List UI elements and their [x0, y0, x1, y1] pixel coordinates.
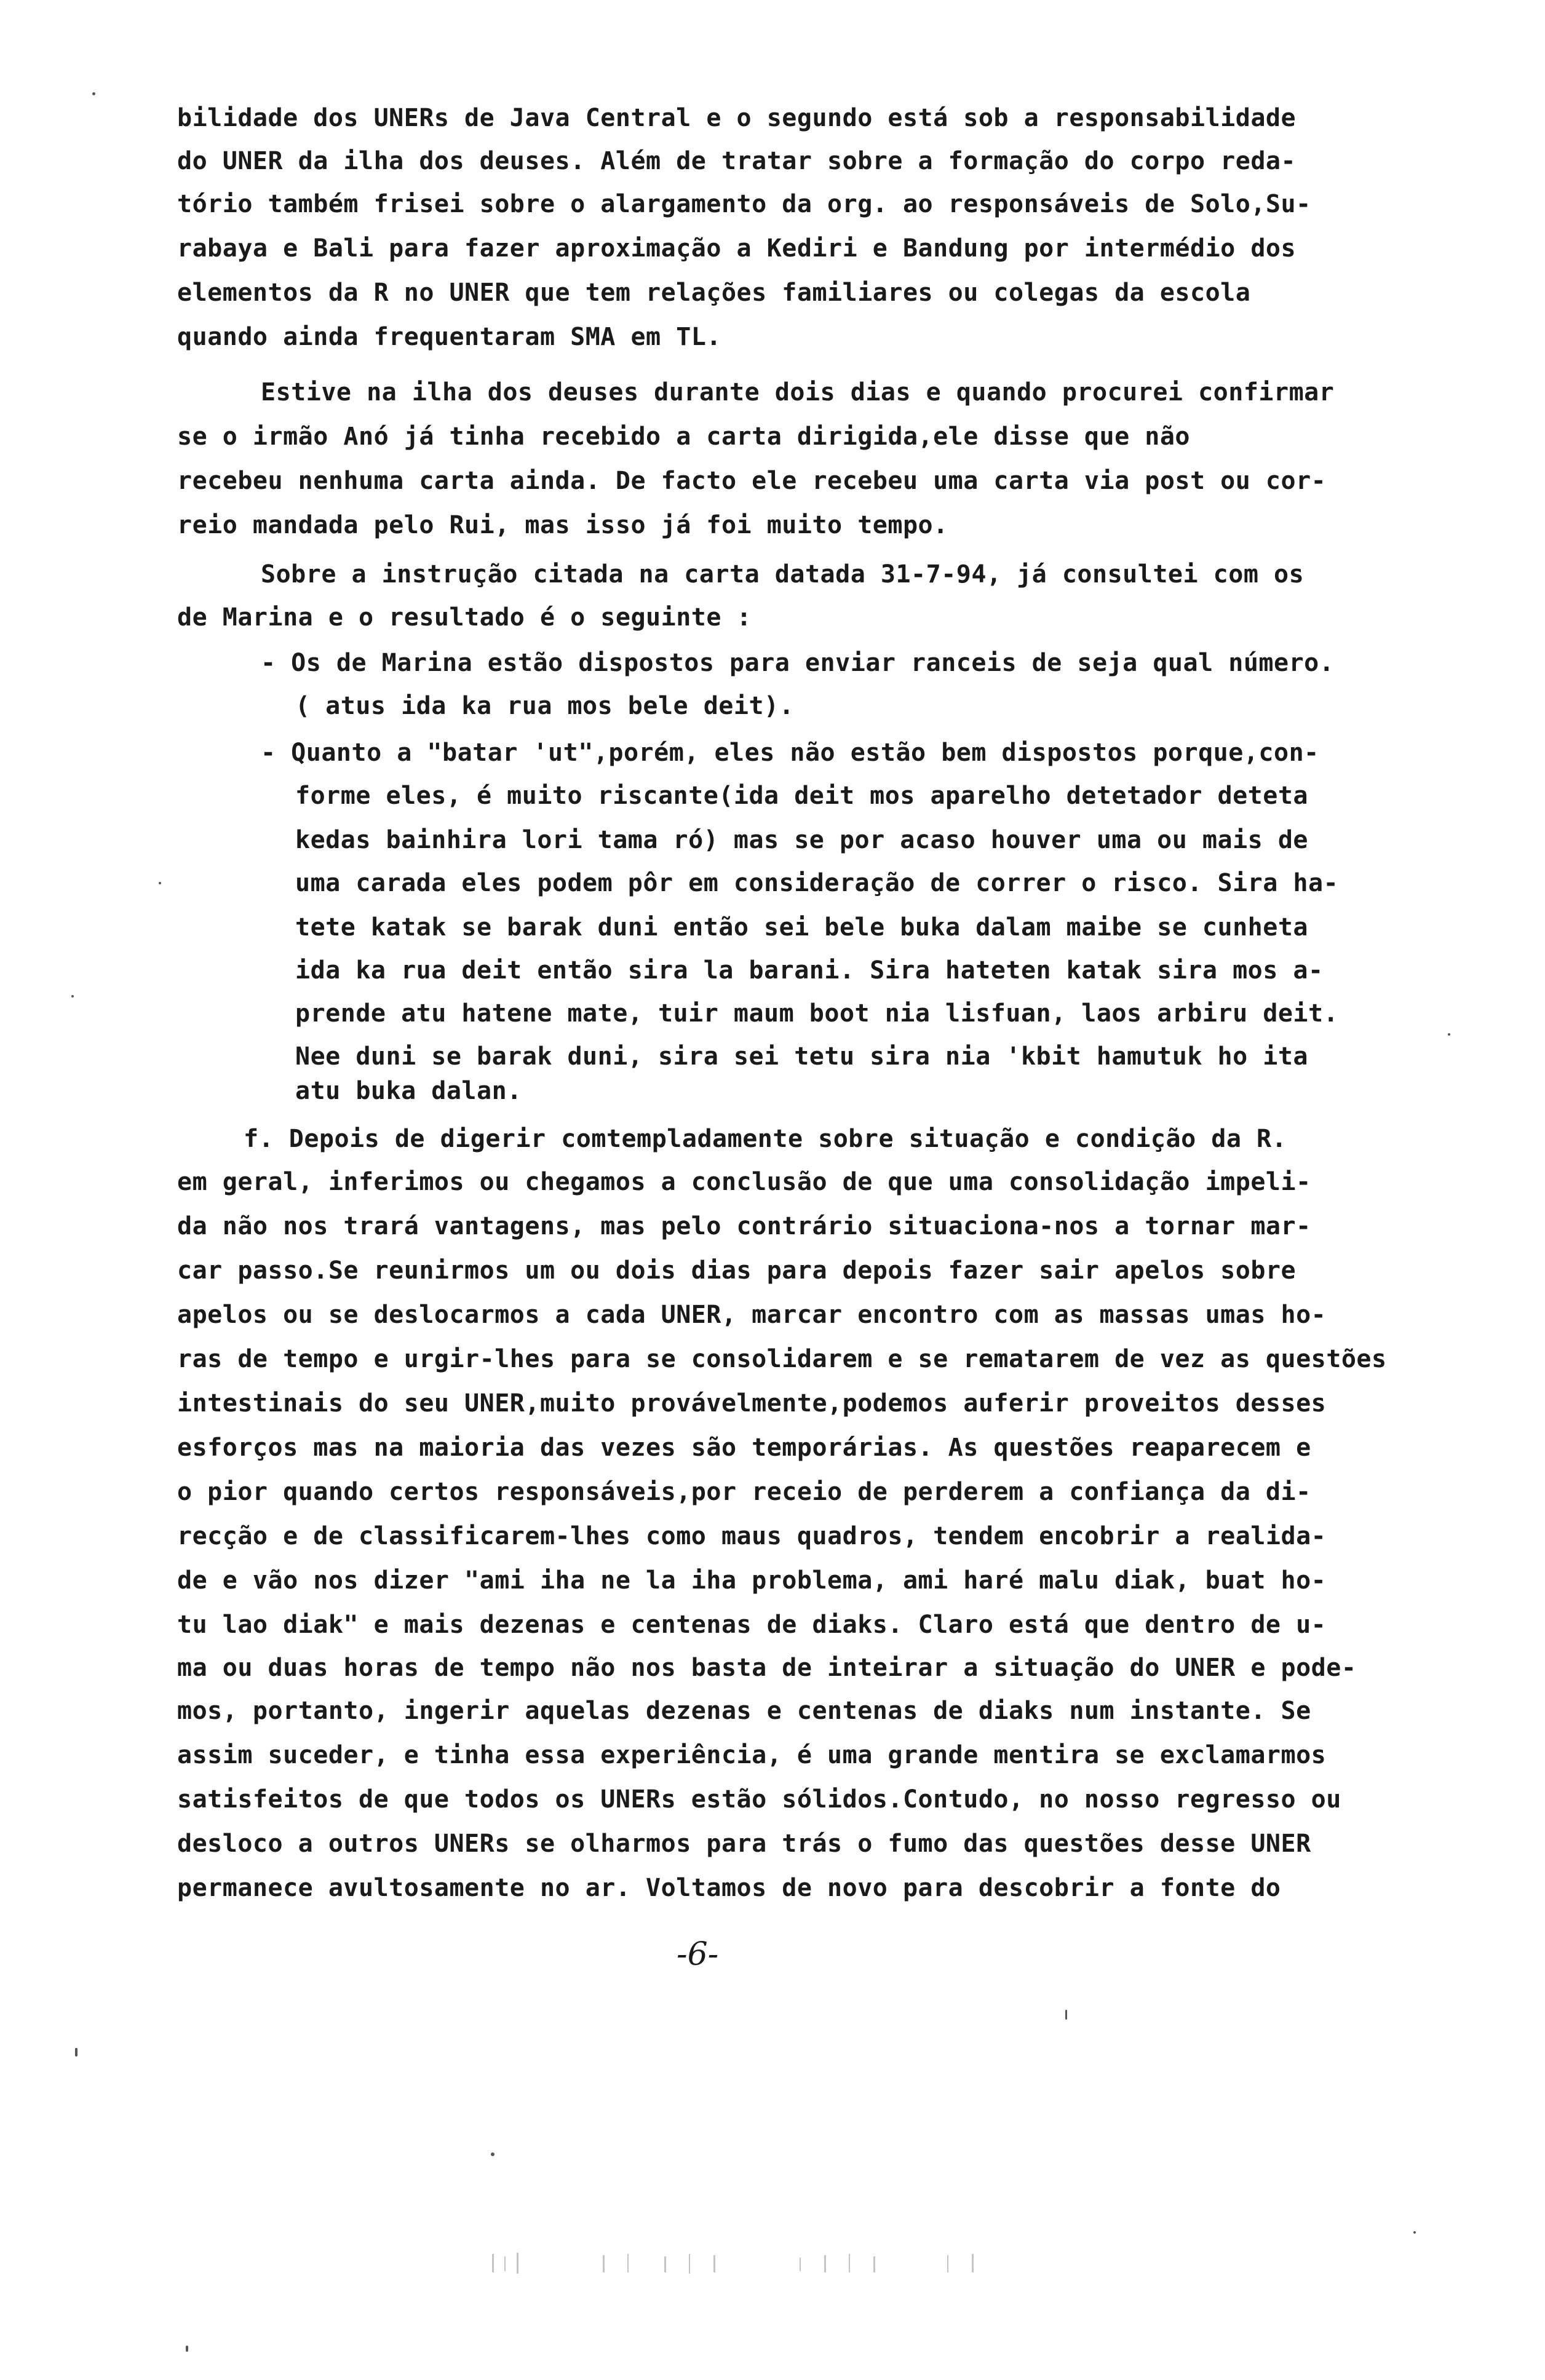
text-line: car passo.Se reunirmos um ou dois dias para depois fazer sair apelos sobre [177, 1256, 1297, 1285]
text-line: tete katak se barak duni então sei bele buka dalam maibe se cunheta [295, 913, 1308, 942]
text-line: da não nos trará vantagens, mas pelo contrário situaciona-nos a tornar mar- [177, 1212, 1311, 1240]
scan-speck [1413, 2231, 1416, 2234]
text-line: apelos ou se deslocarmos a cada UNER, marcar encontro com as massas umas ho- [177, 1301, 1327, 1329]
text-line: de Marina e o resultado é o seguinte : [177, 603, 752, 632]
scan-speck [71, 995, 74, 998]
text-line: intestinais do seu UNER,muito provávelmente,podemos auferir proveitos desses [177, 1389, 1327, 1418]
scan-speck [1448, 1033, 1450, 1036]
text-line: kedas bainhira lori tama ró) mas se por acaso houver uma ou mais de [295, 826, 1308, 854]
text-line: permanece avultosamente no ar. Voltamos de novo para descobrir a fonte do [177, 1874, 1281, 1902]
text-line: mos, portanto, ingerir aquelas dezenas e centenas de diaks num instante. Se [177, 1697, 1311, 1725]
text-line: prende atu hatene mate, tuir maum boot nia lisfuan, laos arbiru deit. [295, 999, 1339, 1028]
text-line: ma ou duas horas de tempo não nos basta de inteirar a situação do UNER e pode- [177, 1654, 1357, 1682]
text-line: ida ka rua deit então sira la barani. Sira hateten katak sira mos a- [295, 956, 1324, 985]
text-line: ras de tempo e urgir-lhes para se consolidarem e se rematarem de vez as questões [177, 1345, 1387, 1373]
text-line: recção e de classificarem-lhes como maus quadros, tendem encobrir a realida- [177, 1522, 1327, 1550]
text-line: tu lao diak" e mais dezenas e centenas de diaks. Claro está que dentro de u- [177, 1611, 1327, 1639]
text-line: em geral, inferimos ou chegamos a conclusão de que uma consolidação impeli- [177, 1168, 1311, 1196]
text-line: assim suceder, e tinha essa experiência, é uma grande mentira se exclamarmos [177, 1741, 1327, 1769]
page-number: -6- [677, 1936, 719, 1973]
text-line: Nee duni se barak duni, sira sei tetu sira nia 'kbit hamutuk ho ita [295, 1042, 1308, 1071]
text-line: ( atus ida ka rua mos bele deit). [295, 692, 795, 720]
text-line: quando ainda frequentaram SMA em TL. [177, 323, 721, 351]
text-line: atu buka dalan. [295, 1077, 522, 1105]
text-line: do UNER da ilha dos deuses. Além de tratar sobre a formação do corpo reda- [177, 147, 1297, 175]
list-item: - Os de Marina estão dispostos para enviar ranceis de seja qual número. [261, 649, 1335, 677]
text-line: satisfeitos de que todos os UNERs estão sólidos.Contudo, no nosso regresso ou [177, 1785, 1341, 1814]
text-line: de e vão nos dizer "ami iha ne la iha problema, ami haré malu diak, buat ho- [177, 1566, 1327, 1595]
text-line: se o irmão Anó já tinha recebido a carta dirigida,ele disse que não [177, 422, 1190, 451]
text-line: uma carada eles podem pôr em consideração de correr o risco. Sira ha- [295, 869, 1339, 897]
text-line: desloco a outros UNERs se olharmos para trás o fumo das questões desse UNER [177, 1830, 1311, 1858]
text-line: o pior quando certos responsáveis,por receio de perderem a confiança da di- [177, 1478, 1311, 1506]
text-line: reio mandada pelo Rui, mas isso já foi muito tempo. [177, 511, 948, 539]
scan-speck [159, 882, 161, 884]
scan-speck [491, 2152, 494, 2156]
text-line: Sobre a instrução citada na carta datada 31-7-94, já consultei com os [261, 560, 1305, 589]
text-line: tório também frisei sobre o alargamento da org. ao responsáveis de Solo,Su- [177, 190, 1311, 218]
scan-speck [92, 92, 95, 95]
scan-speck [186, 2346, 188, 2352]
text-line: esforços mas na maioria das vezes são temporárias. As questões reaparecem e [177, 1434, 1311, 1462]
section-paragraph: f. Depois de digerir comtempladamente sobre situação e condição da R. [244, 1125, 1287, 1153]
scan-speck [1065, 2010, 1067, 2020]
text-line: recebeu nenhuma carta ainda. De facto ele recebeu uma carta via post ou cor- [177, 467, 1327, 495]
text-line: rabaya e Bali para fazer aproximação a Kediri e Bandung por intermédio dos [177, 234, 1297, 263]
text-line: Estive na ilha dos deuses durante dois dias e quando procurei confirmar [261, 378, 1335, 407]
text-line: bilidade dos UNERs de Java Central e o segundo está sob a responsabilidade [177, 104, 1297, 132]
scan-speck [75, 2048, 77, 2057]
text-line: elementos da R no UNER que tem relações familiares ou colegas da escola [177, 279, 1251, 307]
faded-bleed-through [480, 2248, 1156, 2285]
list-item: - Quanto a "batar 'ut",porém, eles não estão bem dispostos porque,con- [261, 739, 1319, 767]
text-line: forme eles, é muito riscante(ida deit mos aparelho detetador deteta [295, 782, 1308, 810]
